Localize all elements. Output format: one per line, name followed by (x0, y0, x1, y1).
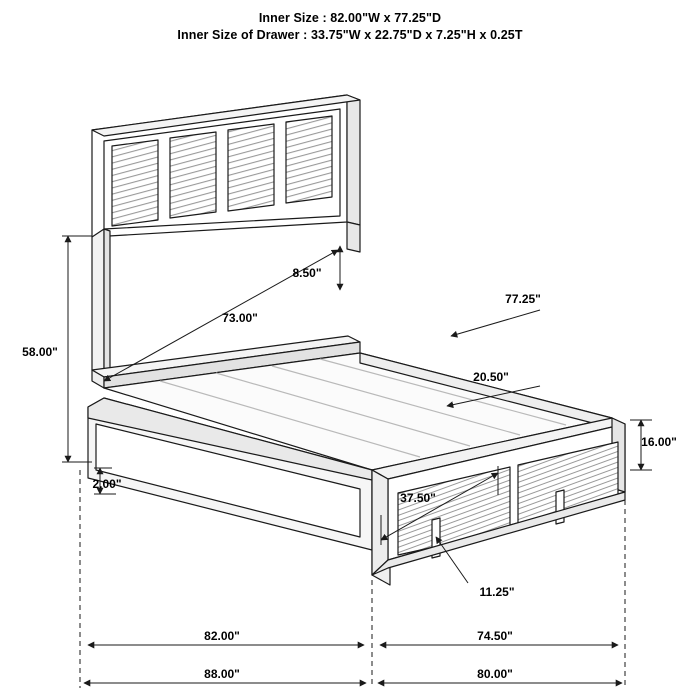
dimension-label: 16.00" (641, 435, 677, 449)
dimension-label: 20.50" (473, 370, 509, 384)
dimension-label: 37.50" (400, 491, 436, 505)
dimension-label: 80.00" (477, 667, 513, 681)
dimension-label: 74.50" (477, 629, 513, 643)
dimension-label: 88.00" (204, 667, 240, 681)
dimension-label: 8.50" (292, 266, 322, 280)
dimension-label: 82.00" (204, 629, 240, 643)
header-line-2: Inner Size of Drawer : 33.75"W x 22.75"D x 7.25"H x 0.25T (177, 28, 523, 42)
header-line-1: Inner Size : 82.00"W x 77.25"D (258, 11, 442, 25)
dimension-label: 2.00" (92, 477, 122, 491)
dimension-label: 11.25" (479, 585, 515, 599)
dimension-label: 73.00" (222, 311, 258, 325)
dimension-label: 77.25" (505, 292, 541, 306)
headboard (92, 95, 360, 388)
dimension-label: 58.00" (22, 345, 58, 359)
